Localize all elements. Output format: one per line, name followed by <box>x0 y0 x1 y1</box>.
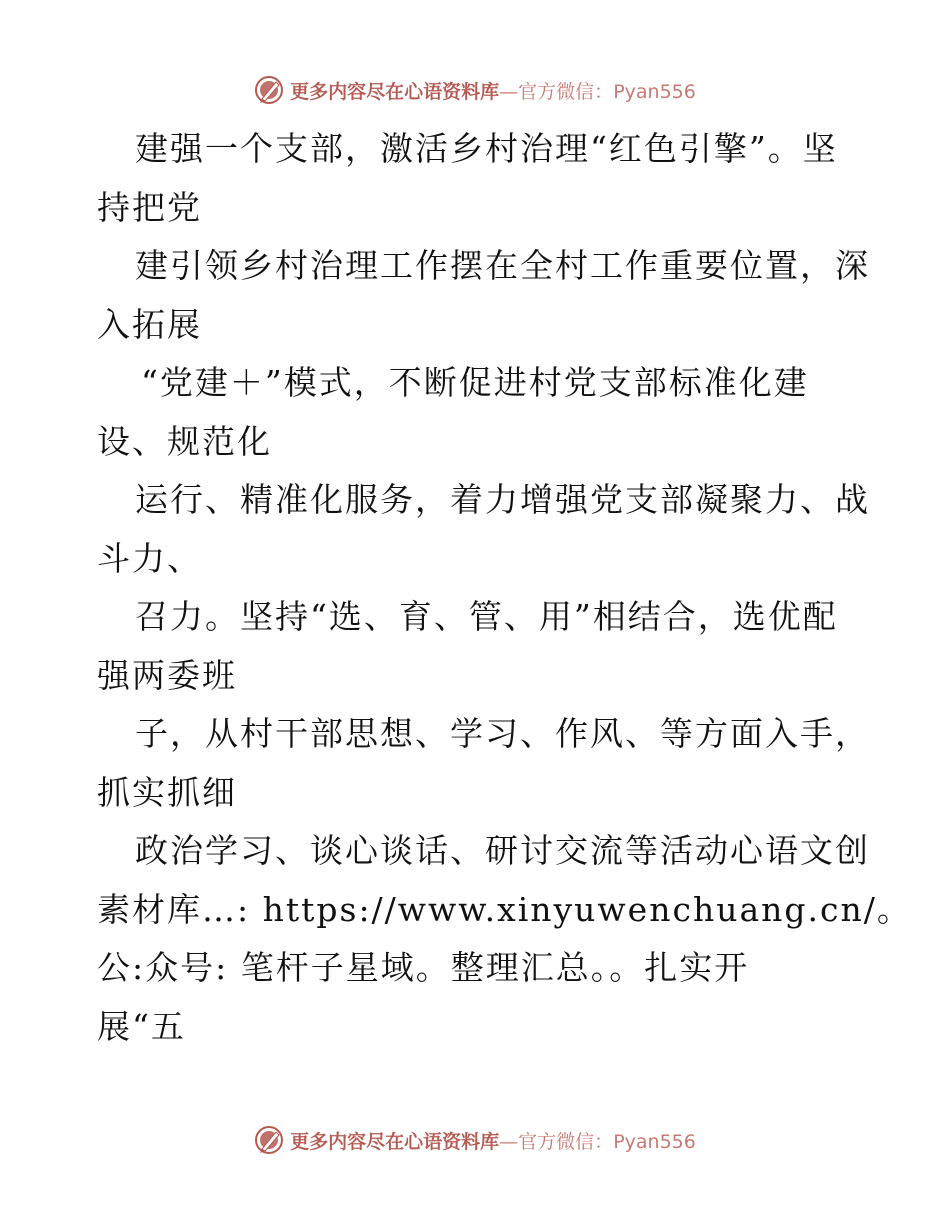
watermark-wechat-id: Pyan556 <box>613 80 696 103</box>
text-line: “党建＋”模式，不断促进村党支部标准化建 <box>141 363 809 402</box>
text-line: 展“五 <box>97 1006 186 1046</box>
header-watermark <box>0 70 950 110</box>
watermark-text <box>290 77 696 104</box>
watermark-dash: — <box>499 1130 519 1153</box>
text-line: 入拓展 <box>97 304 202 344</box>
pen-logo-icon <box>254 75 284 105</box>
text-line: 建引领乡村治理工作摆在全村工作重要位置，深 <box>135 246 870 285</box>
text-line: 建强一个支部，激活乡村治理“红色引擎”。坚 <box>135 129 838 168</box>
text-line: 强两委班 <box>97 655 237 695</box>
document-body <box>97 120 912 1056</box>
pen-logo-icon <box>254 1125 284 1155</box>
watermark-text <box>290 1127 696 1154</box>
footer-watermark <box>0 1120 950 1160</box>
text-line: 持把党 <box>97 187 202 227</box>
text-line: 设、规范化 <box>97 421 272 461</box>
watermark-wechat-label: 官方微信： <box>518 1130 614 1153</box>
watermark-dash: — <box>499 80 519 103</box>
text-line: 运行、精准化服务，着力增强党支部凝聚力、战 <box>135 480 870 519</box>
watermark-brand: 更多内容尽在心语资料库 <box>290 1130 500 1153</box>
text-line: 子，从村干部思想、学习、作风、等方面入手， <box>135 714 870 753</box>
watermark-wechat-label: 官方微信： <box>518 80 614 103</box>
text-line: 斗力、 <box>97 538 202 578</box>
text-line: 召力。坚持“选、育、管、用”相结合，选优配 <box>135 597 838 636</box>
watermark-brand: 更多内容尽在心语资料库 <box>290 80 500 103</box>
text-line: 素材库…: https://www.xinyuwenchuang.cn/。 <box>97 889 912 929</box>
text-line: 抓实抓细 <box>97 772 237 812</box>
text-line: 政治学习、谈心谈话、研讨交流等活动心语文创 <box>135 831 870 870</box>
watermark-wechat-id: Pyan556 <box>613 1130 696 1153</box>
text-line: 公:众号: 笔杆子星域。整理汇总。。扎实开 <box>97 948 750 987</box>
